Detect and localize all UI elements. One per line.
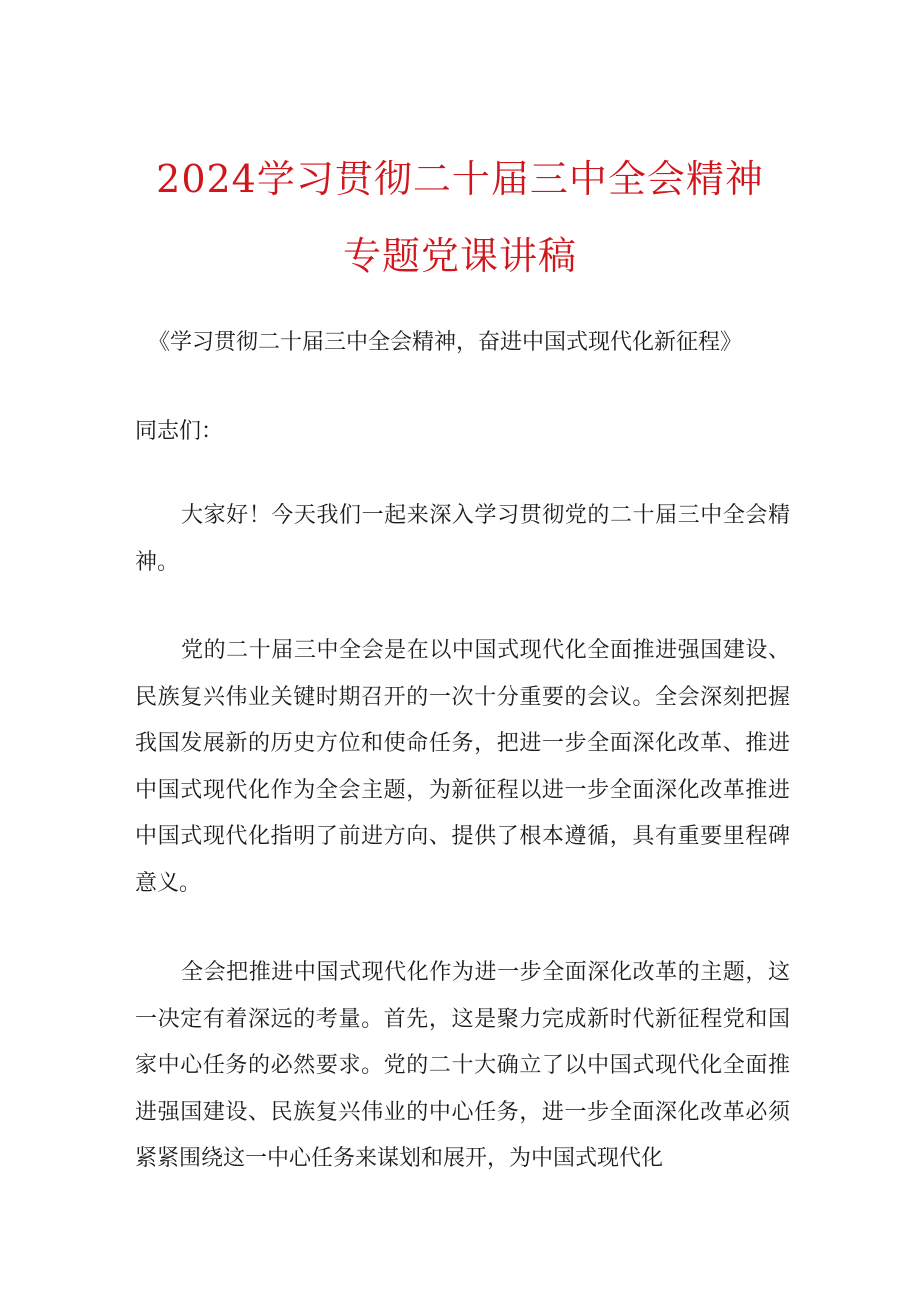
paragraph-1: 大家好！今天我们一起来深入学习贯彻党的二十届三中全会精神。 bbox=[135, 503, 790, 575]
paragraph-3: 全会把推进中国式现代化作为进一步全面深化改革的主题，这一决定有着深远的考量。首先，这是聚力完成新时代新征程党和国家中心任务的必然要求。党的二十大确立了以中国式现代化全面推进强国建设、民族复兴伟业的中心任务，进一步全面深化改革必须紧紧围绕这一中心任务来谋划和展开，为中国式现代化 bbox=[135, 960, 790, 1171]
document-title-line-2: 专题党课讲稿 bbox=[342, 234, 577, 278]
document-title-line-1: 2024学习贯彻二十届三中全会精神 bbox=[156, 157, 764, 201]
salutation: 同志们： bbox=[135, 419, 224, 444]
paragraph-2: 党的二十届三中全会是在以中国式现代化全面推进强国建设、民族复兴伟业关键时期召开的一次十分重要的会议。全会深刻把握我国发展新的历史方位和使命任务，把进一步全面深化改革、推进中国式现代化作为全会主题，为新征程以进一步全面深化改革推进中国式现代化指明了前进方向、提供了根本遵循，具有重要里程碑意义。 bbox=[135, 638, 790, 896]
document-subtitle: 《学习贯彻二十届三中全会精神，奋进中国式现代化新征程》 bbox=[148, 330, 743, 355]
